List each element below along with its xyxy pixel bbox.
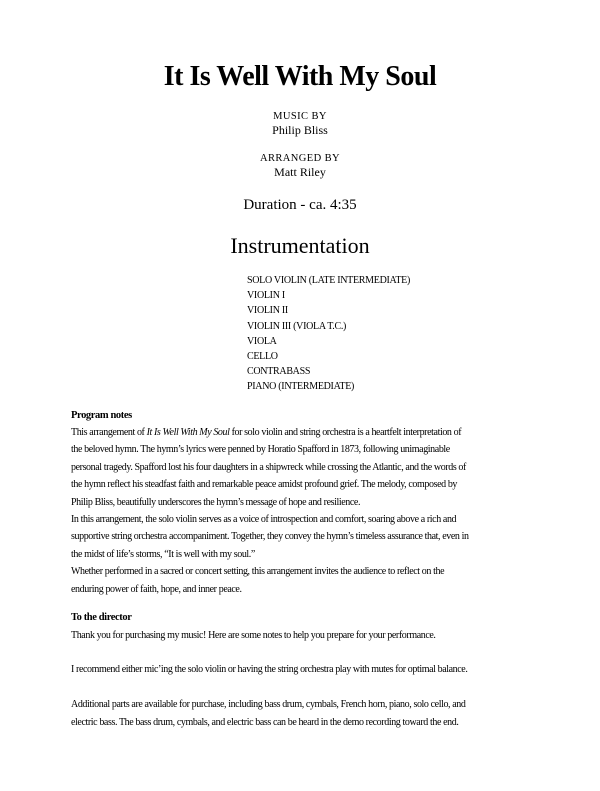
arranger-name: Matt Riley: [274, 165, 326, 179]
director-paragraph: I recommend either mic’ing the solo violin or having the string orchestra play with mutes for optimal balance.: [71, 664, 468, 676]
program-notes-line: In this arrangement, the solo violin serves as a voice of introspection and comfort, soaring above a rich and: [71, 514, 457, 526]
instrument-item: VIOLIN I: [247, 290, 285, 302]
program-notes-text: This arrangement of: [71, 427, 147, 439]
director-paragraph: Thank you for purchasing my music! Here are some notes to help you prepare for your performance.: [71, 629, 436, 641]
program-notes-text: for solo violin and string orchestra is a heartfelt interpretation of: [229, 427, 462, 439]
instrument-item: SOLO VIOLIN (LATE INTERMEDIATE): [247, 275, 410, 286]
program-notes-line: Philip Bliss, beautifully underscores the hymn’s message of hope and resilience.: [71, 496, 361, 508]
program-notes-line: enduring power of faith, hope, and inner peace.: [71, 583, 242, 595]
page-title: It Is Well With My Soul: [163, 61, 437, 92]
director-heading: To the director: [71, 612, 132, 624]
director-paragraph: [71, 696, 560, 731]
instrument-item: VIOLA: [247, 335, 277, 347]
arranged-by-label: ARRANGED BY: [260, 153, 340, 164]
notes-body: [71, 407, 560, 731]
program-notes-line: personal tragedy. Spafford lost his four daughters in a shipwreck while crossing the Atlantic, and the words of: [71, 461, 466, 473]
program-notes-line: supportive string orchestra accompaniment. Together, they convey the hymn’s timeless assurance that, even in: [71, 531, 469, 543]
program-notes-heading: Program notes: [71, 409, 132, 421]
program-notes-line: the midst of life’s storms, “It is well with my soul.”: [71, 548, 255, 560]
work-title-italic: It Is Well With My Soul: [146, 427, 230, 439]
music-by-label: MUSIC BY: [273, 111, 327, 122]
program-notes-line: the beloved hymn. The hymn’s lyrics were penned by Horatio Spafford in 1873, following unimaginable: [71, 444, 450, 456]
program-notes-line: the hymn reflect his steadfast faith and remarkable peace amidst profound grief. The melody, composed by: [71, 479, 458, 491]
program-notes-line: Whether performed in a sacred or concert setting, this arrangement invites the audience to reflect on the: [71, 566, 445, 578]
instrument-item: PIANO (INTERMEDIATE): [247, 381, 355, 393]
instrument-item: VIOLIN II: [247, 305, 288, 317]
duration-text: Duration - ca. 4:35: [243, 197, 357, 213]
director-paragraph-line: Additional parts are available for purchase, including bass drum, cymbals, French horn, piano, solo cello, and: [71, 699, 466, 711]
instrumentation-heading: Instrumentation: [230, 233, 370, 258]
instrument-item: CELLO: [247, 351, 278, 363]
instrumentation-list: [247, 273, 600, 395]
instrument-item: CONTRABASS: [247, 366, 311, 378]
program-notes-line: [71, 424, 560, 441]
director-paragraph-line: electric bass. The bass drum, cymbals, and electric bass can be heard in the demo recording toward the end.: [71, 716, 459, 728]
composer-name: Philip Bliss: [272, 123, 328, 137]
instrument-item: VIOLIN III (VIOLA T.C.): [247, 320, 347, 332]
